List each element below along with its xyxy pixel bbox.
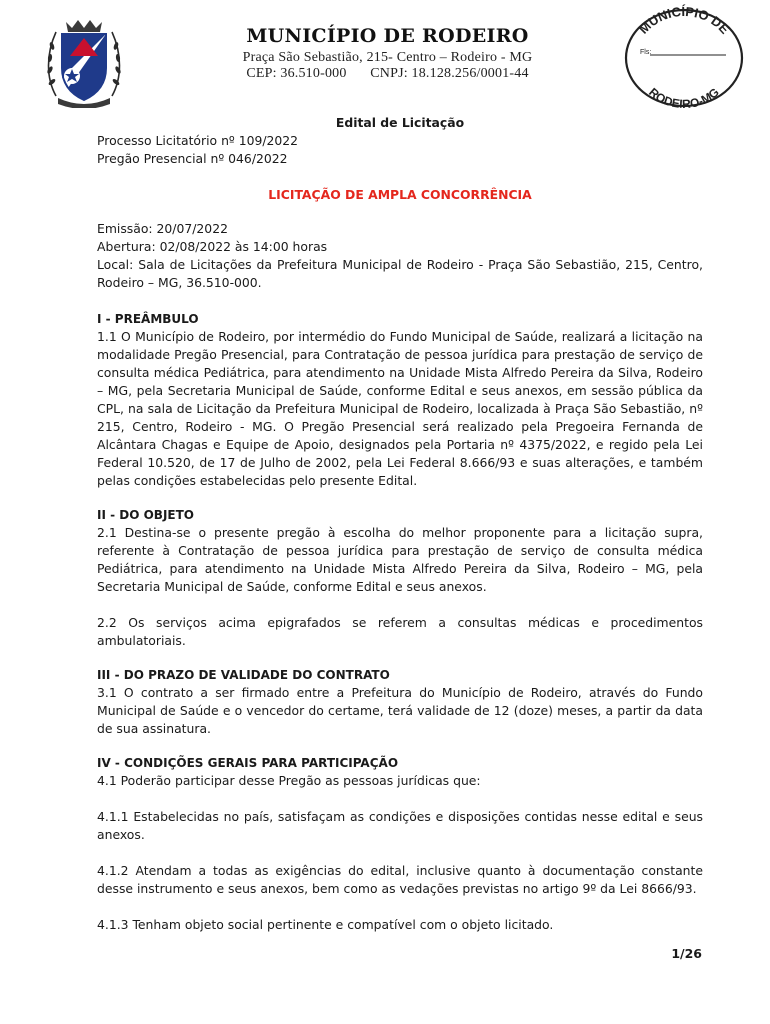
svg-text:MUNICÍPIO DE — [636, 4, 733, 37]
municipality-address: Praça São Sebastião, 215- Centro – Rodeiro - MG — [242, 50, 533, 65]
section-4-paragraph-2: 4.1.1 Estabelecidas no país, satisfaçam as condições e disposições contidas nesse edital e seus anexos. — [97, 809, 703, 842]
section-2-paragraph-2: 2.2 Os serviços acima epigrafados se referem a consultas médicas e procedimentos ambulatoriais. — [97, 615, 703, 648]
cnpj-text: CNPJ: 18.128.256/0001-44 — [370, 66, 529, 81]
local-text: Local: Sala de Licitações da Prefeitura Municipal de Rodeiro - Praça São Sebastião, 215, Centro, Rodeiro – MG, 36.510-000. — [97, 257, 703, 290]
processo-number: Processo Licitatório nº 109/2022 — [97, 133, 299, 148]
section-4-title: IV - CONDIÇÕES GERAIS PARA PARTICIPAÇÃO — [97, 756, 399, 770]
modalidade-title: LICITAÇÃO DE AMPLA CONCORRÊNCIA — [268, 187, 532, 202]
svg-text:RODEIRO-MG — [646, 85, 722, 108]
cep-text: CEP: 36.510-000 — [246, 66, 347, 81]
coat-of-arms-icon — [44, 16, 124, 108]
section-4-paragraph-1: 4.1 Poderão participar desse Pregão as pessoas jurídicas que: — [97, 773, 481, 788]
municipality-registration — [150, 66, 625, 82]
emissao-date: Emissão: 20/07/2022 — [97, 221, 228, 236]
page-number: 1/26 — [671, 946, 702, 961]
stamp-field-label: Fls: — [640, 49, 652, 56]
municipal-stamp-icon — [622, 4, 746, 108]
section-4-paragraph-3: 4.1.2 Atendam a todas as exigências do edital, inclusive quanto à documentação constante desse instrumento e seus anexos, bem como as vedações previstas no artigo 9º da Lei 8666/93. — [97, 863, 703, 896]
stamp-bottom-text: RODEIRO-MG — [646, 85, 722, 108]
abertura-date: Abertura: 02/08/2022 às 14:00 horas — [97, 239, 328, 254]
section-1-paragraph: 1.1 O Município de Rodeiro, por intermédio do Fundo Municipal de Saúde, realizará a licitação na modalidade Pregão Presencial, para Contratação de pessoa jurídica para prestação de serviço de consulta médica Pediátrica, para atendimento na Unidade Mista Alfredo Pereira da Silva, Rodeiro – MG, pela Secretaria Municipal de Saúde, conforme Edital e seus anexos, em sessão pública da CPL, na sala de Licitação da Prefeitura Municipal de Rodeiro, localizada à Praça São Sebastião, nº 215, Centro, Rodeiro - MG. O Pregão Presencial será realizado pela Pregoeira Fernanda de Alcântara Chagas e Equipe de Apoio, designados pela Portaria nº 4375/2022, e regido pela Lei Federal 10.520, de 17 de Julho de 2002, pela Lei Federal 8.666/93 e suas alterações, e também pelas condições estabelecidas pelo presente Edital. — [97, 329, 703, 488]
stamp-top-text: MUNICÍPIO DE — [635, 4, 733, 37]
section-4-paragraph-4: 4.1.3 Tenham objeto social pertinente e compatível com o objeto licitado. — [97, 917, 554, 932]
municipality-title: MUNICÍPIO DE RODEIRO — [246, 25, 529, 47]
section-2-paragraph-1: 2.1 Destina-se o presente pregão à escolha do melhor proponente para a licitação supra, referente à Contratação de pessoa jurídica para prestação de serviço de consulta médica Pediátrica, para atendimento na Unidade Mista Alfredo Pereira da Silva, Rodeiro – MG, pela Secretaria Municipal de Saúde, conforme Edital e seus anexos. — [97, 525, 703, 594]
section-3-paragraph: 3.1 O contrato a ser firmado entre a Prefeitura do Município de Rodeiro, através do Fundo Municipal de Saúde e o vencedor do certame, terá validade de 12 (doze) meses, a partir da data de sua assinatura. — [97, 685, 703, 736]
section-3-title: III - DO PRAZO DE VALIDADE DO CONTRATO — [97, 668, 390, 682]
document-heading: Edital de Licitação — [335, 115, 465, 130]
section-2-title: II - DO OBJETO — [97, 508, 195, 522]
section-1-title: I - PREÂMBULO — [97, 312, 199, 326]
pregao-number: Pregão Presencial nº 046/2022 — [97, 151, 288, 166]
